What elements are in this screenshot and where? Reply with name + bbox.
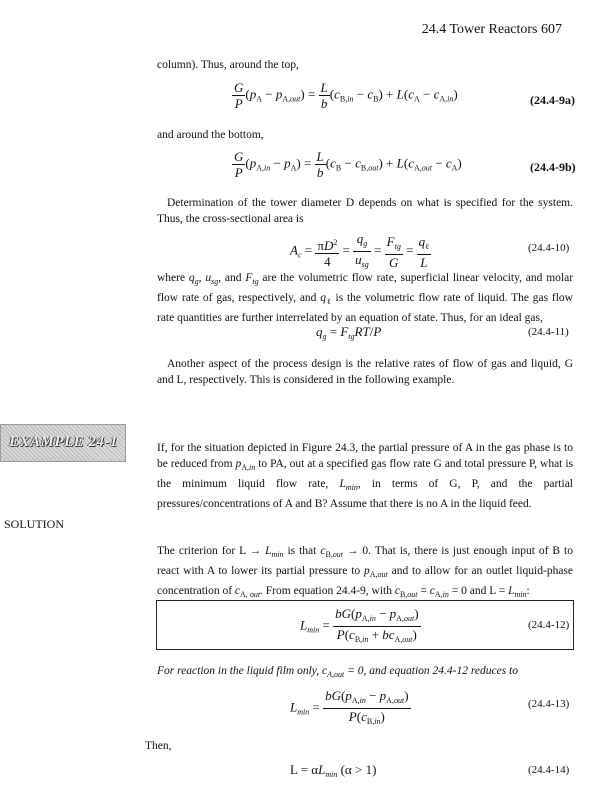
equation-24-4-9a: $\frac{G}{P}$ $(p_A - p_{A,out})$ = $\frac{L}{b}$ $(c_{B,in} - c_B) + L(c_A - c_{A,in})$ [234, 80, 458, 111]
equation-number-10: (24.4-10) [528, 242, 570, 254]
equation-24-4-11: $q_g = F_{tg}RT/P$ [316, 324, 382, 341]
example-problem-text: If, for the situation depicted in Figure 24.3, the partial pressure of A in the gas phase is to be reduced from $p_{A,in}$ to PA, out at a specified gas flow rate G and total pressure P, what is the minimum liquid flow rate, $L_{min}$, in terms of G, P, and the partial pressures/concentrations of A and B? Assume that there is no A in the liquid feed. [157, 442, 573, 510]
paragraph-flow-definitions: where $q_g$, $u_{sg}$, and $F_{tg}$ are the volumetric flow rate, superficial linear velocity, and molar flow rate of gas, respectively, and $q_\ell$ is the volumetric flow rate of liquid. The gas flow rate quantities are further interrelated by an equation of state. Thus, for an ideal gas, [157, 272, 574, 324]
equation-24-4-9b: $\frac{G}{P}$ $(p_{A,in} - p_A)$ = $\frac{L}{b}$ $(c_B - c_{B,out}) + L(c_{A,out} - c_A)$ [234, 149, 462, 180]
equation-number-9a: (24.4-9a) [530, 93, 575, 107]
example-label: EXAMPLE 24-1 [9, 434, 118, 450]
example-label-box [0, 424, 126, 462]
equation-number-12: (24.4-12) [528, 619, 570, 631]
paragraph-process-design: Another aspect of the process design is the relative rates of flow of gas and liquid, G and L, respectively. This is considered in the following example. [157, 358, 573, 386]
equation-number-11: (24.4-11) [528, 326, 569, 338]
paragraph-bottom-intro: and around the bottom, [157, 129, 264, 141]
solution-label: SOLUTION [4, 517, 64, 531]
equation-24-4-12: $L_{min}$ = $\frac{bG(p_{A,in} - p_{A,out})}{P(c_{B,in} + bc_{A,out})}$ [300, 606, 419, 644]
paragraph-tower-diameter: Determination of the tower diameter D depends on what is specified for the system. Thus, the cross-sectional area is [157, 197, 573, 225]
paragraph-top-intro: column). Thus, around the top, [157, 59, 299, 71]
running-head: 24.4 Tower Reactors 607 [421, 22, 562, 37]
equation-number-9b: (24.4-9b) [530, 160, 576, 174]
equation-number-13: (24.4-13) [528, 698, 570, 710]
paragraph-liquid-film: For reaction in the liquid film only, $c_{A,out} = 0$, and equation 24.4-12 reduces to [157, 665, 519, 679]
solution-paragraph: The criterion for $L \to L_{min}$ is that $c_{B,out} \to 0$. That is, there is just enough input of B to react with A to lower its partial pressure to $p_{A,out}$ and to allow for an outlet liquid-phase concentration of $c_{A, out}$. From equation 24.4-9, with $c_{B,out} = c_{A,in} = 0$ and $L = L_{min}$: [157, 545, 574, 599]
equation-number-14: (24.4-14) [528, 764, 570, 776]
equation-24-4-13: $L_{min}$ = $\frac{bG(p_{A,in} - p_{A,out})}{P(c_{B,in})}$ [290, 688, 409, 726]
then-label: Then, [145, 740, 172, 752]
equation-24-4-10: $A_c$ = $\frac{\pi D^2}{4}$ = $\frac{q_g}{u_{sg}}$ = $\frac{F_{tg}}{G}$ = $\frac{q_\ell}{L}$ [290, 231, 430, 270]
equation-24-4-14: $L = \alpha L_{min}$ (α > 1) [290, 762, 377, 779]
